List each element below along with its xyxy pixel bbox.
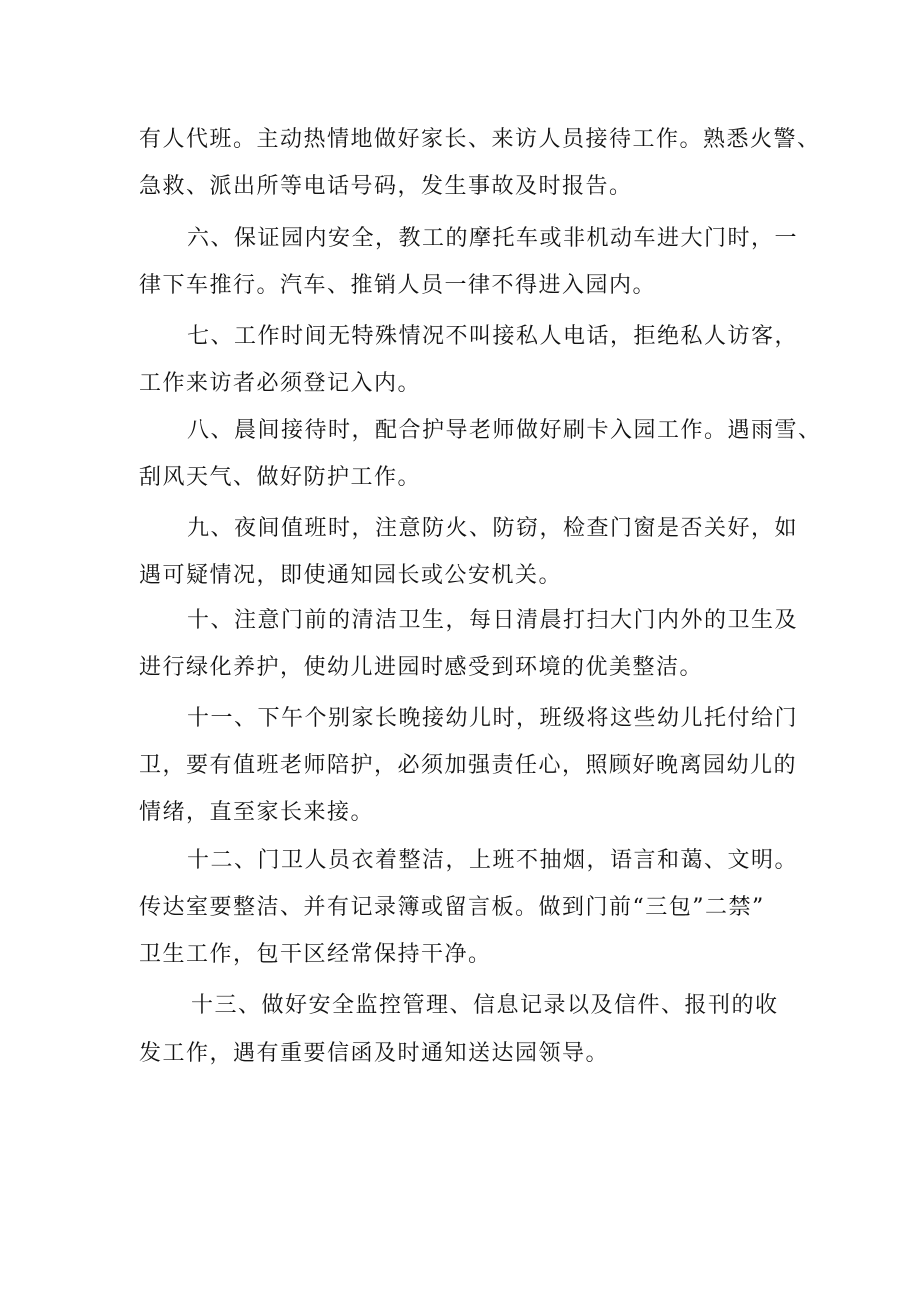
paragraph-10-line: 十、注意门前的清洁卫生，每日清晨打扫大门内外的卫生及 xyxy=(187,608,799,633)
paragraph-12-line: 十二、门卫人员衣着整洁，上班不抽烟，语言和蔼、文明。 xyxy=(187,848,799,873)
text-line: 律下车推行。汽车、推销人员一律不得进入园内。 xyxy=(139,273,657,298)
paragraph-6-line: 六、保证园内安全，教工的摩托车或非机动车进大门时，一 xyxy=(187,226,799,251)
text-line: 工作来访者必须登记入内。 xyxy=(139,371,422,396)
paragraph-11-line: 十一、下午个别家长晚接幼儿时，班级将这些幼儿托付给门 xyxy=(187,706,799,731)
text-line: 有人代班。主动热情地做好家长、来访人员接待工作。熟悉火警、 xyxy=(139,127,821,152)
text-line: 卫，要有值班老师陪护，必须加强责任心，照顾好晚离园幼儿的 xyxy=(139,753,798,778)
text-line: 发工作，遇有重要信函及时通知送达园领导。 xyxy=(139,1041,610,1066)
paragraph-7-line: 七、工作时间无特殊情况不叫接私人电话，拒绝私人访客， xyxy=(187,324,799,349)
paragraph-9-line: 九、夜间值班时，注意防火、防窃，检查门窗是否关好，如 xyxy=(187,516,799,541)
text-line: 传达室要整洁、并有记录簿或留言板。做到门前“三包”二禁” xyxy=(139,895,765,920)
text-line: 情绪，直至家长来接。 xyxy=(139,800,375,825)
paragraph-13-line: 十三、做好安全监控管理、信息记录以及信件、报刊的收 xyxy=(191,993,779,1018)
text-line: 卫生工作，包干区经常保持干净。 xyxy=(139,942,492,967)
text-line: 急救、派出所等电话号码，发生事故及时报告。 xyxy=(139,174,633,199)
text-line: 进行绿化养护，使幼儿进园时感受到环境的优美整洁。 xyxy=(139,655,704,680)
text-line: 刮风天气、做好防护工作。 xyxy=(139,465,422,490)
text-line: 遇可疑情况，即使通知园长或公安机关。 xyxy=(139,563,563,588)
paragraph-8-line: 八、晨间接待时，配合护导老师做好刷卡入园工作。遇雨雪、 xyxy=(187,418,822,443)
